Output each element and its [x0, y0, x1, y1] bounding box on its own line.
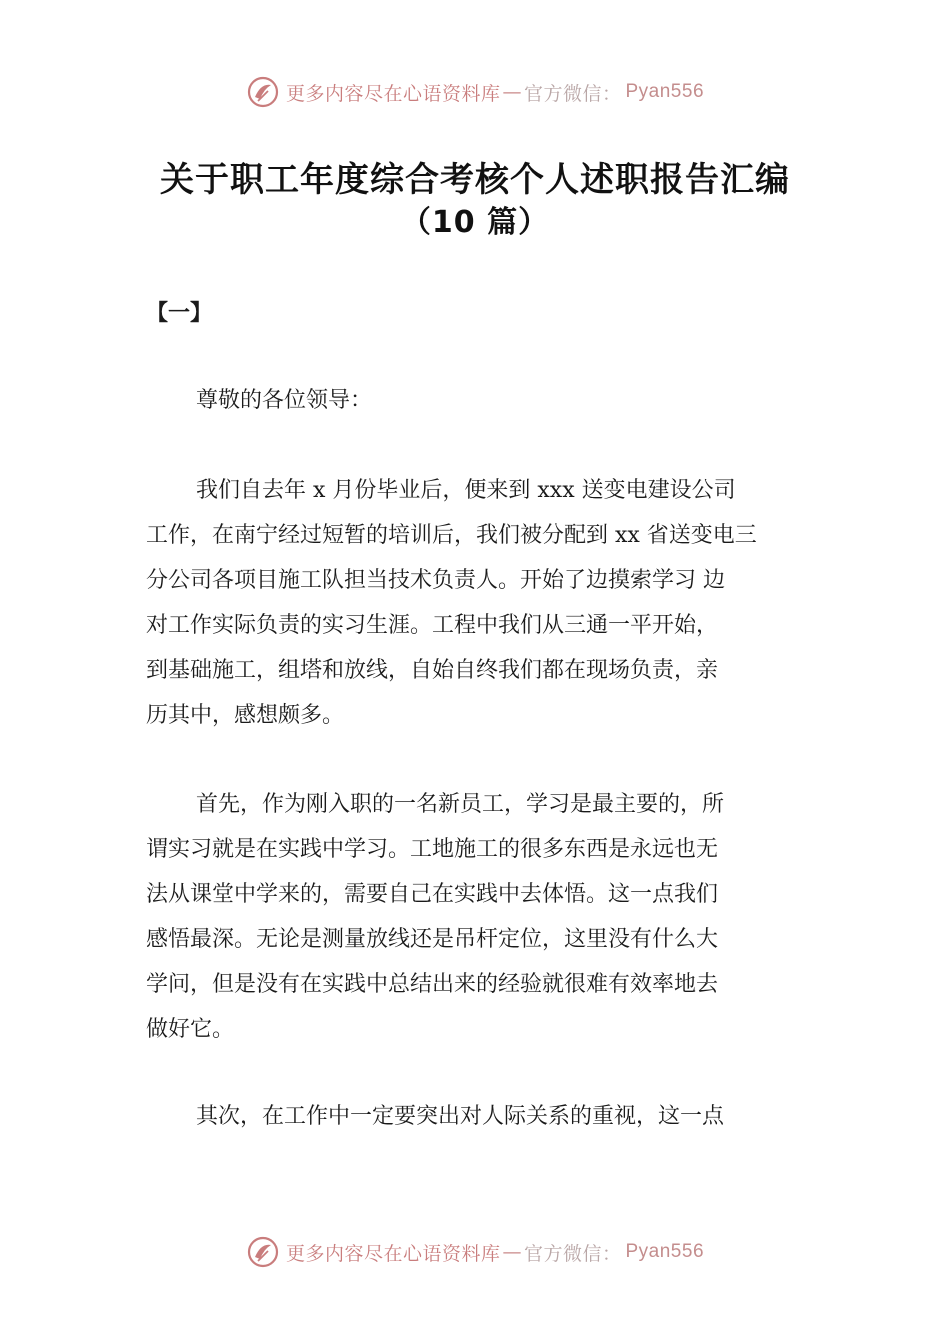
paragraph-line: 谓实习就是在实践中学习。工地施工的很多东西是永远也无 — [146, 837, 719, 862]
salutation: 尊敬的各位领导： — [196, 388, 373, 413]
watermark-wechat-id: Pyan556 — [625, 81, 705, 102]
paragraph-2 — [146, 782, 826, 1052]
paragraph-line: 分公司各项目施工队担当技术负责人。开始了边摸索学习 边 — [146, 568, 725, 593]
paragraph-line: 做好它。 — [146, 1017, 235, 1042]
document-title: 关于职工年度综合考核个人述职报告汇编 — [160, 160, 790, 200]
paragraph-line: 学问，但是没有在实践中总结出来的经验就很难有效率地去 — [146, 972, 719, 997]
paragraph-line: 其次，在工作中一定要突出对人际关系的重视，这一点 — [196, 1104, 725, 1129]
watermark-wechat-label: 官方微信： — [523, 82, 622, 105]
paragraph-line: 首先，作为刚入职的一名新员工，学习是最主要的，所 — [196, 792, 725, 817]
watermark-logo-icon — [246, 75, 280, 109]
paragraph-3 — [146, 1094, 826, 1139]
paragraph-line: 感悟最深。无论是测量放线还是吊杆定位，这里没有什么大 — [146, 927, 719, 952]
watermark-main-text: 更多内容尽在心语资料库 — [285, 1242, 501, 1265]
watermark-header — [0, 72, 950, 112]
paragraph-line: 对工作实际负责的实习生涯。工程中我们从三通一平开始， — [146, 613, 719, 638]
paragraph-1 — [146, 468, 826, 738]
paragraph-line: 工作，在南宁经过短暂的培训后，我们被分配到 xx 省送变电三 — [146, 523, 757, 548]
document-title-count: （10 篇） — [400, 205, 550, 240]
paragraph-line: 历其中，感想颇多。 — [146, 703, 345, 728]
watermark-dash: — — [502, 81, 522, 103]
watermark-wechat-label: 官方微信： — [523, 1242, 622, 1265]
watermark-dash: — — [502, 1241, 522, 1263]
watermark-main-text: 更多内容尽在心语资料库 — [285, 82, 501, 105]
paragraph-line: 我们自去年 x 月份毕业后，便来到 xxx 送变电建设公司 — [196, 478, 736, 503]
watermark-footer — [0, 1232, 950, 1272]
paragraph-line: 到基础施工，组塔和放线，自始自终我们都在现场负责，亲 — [146, 658, 719, 683]
paragraph-line: 法从课堂中学来的，需要自己在实践中去体悟。这一点我们 — [146, 882, 719, 907]
section-label: 【一】 — [146, 301, 213, 326]
watermark-wechat-id: Pyan556 — [625, 1241, 705, 1262]
watermark-logo-icon — [246, 1235, 280, 1269]
